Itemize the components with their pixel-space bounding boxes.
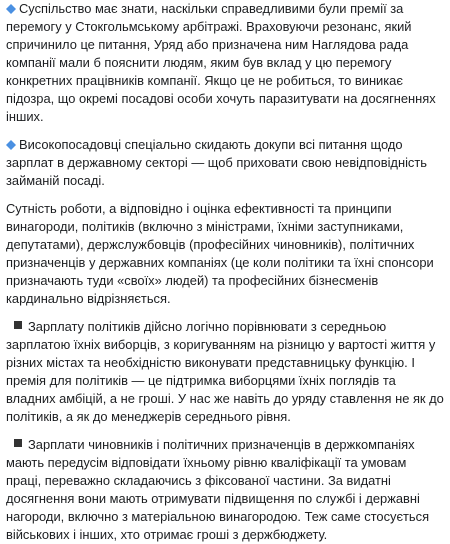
small-blue-diamond-icon (6, 140, 16, 150)
black-small-square-icon (14, 439, 22, 447)
paragraph-text: Високопосадовці спеціально скидають докупи всі питання щодо зарплат в державному секторі — щоб приховати свою невідповідність займаній посаді. (6, 137, 427, 188)
black-small-square-icon (14, 321, 22, 329)
paragraph-text: Зарплату політиків дійсно логічно порівнювати з середньою зарплатою їхніх виборців, з коригуванням на різницю у вартості життя у різних містах та необхідністю виконувати представницьку функцію. І премія для політиків — це підтримка виборцями їхніх поглядів та владних амбіцій, а не гроші. У нас же навіть до уряду ставлення не як до політиків, а як до менеджерів середнього рівня. (6, 319, 444, 424)
paragraph-text: Суспільство має знати, наскільки справедливими були премії за перемогу у Стокгольмському арбітражі. Враховуючи резонанс, який спричинило це питання, Уряд або призначена ним Наглядова рада компанії мали б пояснити людям, яким був вклад у цю перемогу конкретних працівників компанії. Якщо це не робиться, то виникає підозра, що окремі посадові особи хочуть паразитувати на досягненнях інших. (6, 1, 436, 124)
paragraph-essence (6, 200, 444, 308)
paragraph-text: Сутність роботи, а відповідно і оцінка ефективності та принципи винагороди, політиків (включно з міністрами, їхніми заступниками, депутатами), держслужбовців (професійних чиновників), політичних призначенців у державних компаніях (це коли політики та їхні спонсори призначають туди «своїх» людей) та професійних бізнесменів кардинально відрізняється. (6, 201, 434, 306)
small-blue-diamond-icon (6, 4, 16, 14)
paragraph-officials-salary (6, 436, 444, 544)
paragraph-officials-mix (6, 136, 444, 190)
paragraph-prize-fairness (6, 0, 444, 126)
paragraph-politicians-salary (6, 318, 444, 426)
paragraph-text: Зарплати чиновників і політичних призначенців в держкомпаніях мають передусім відповідати їхньому рівню кваліфікації та умовам праці, переважно складаючись з фіксованої частини. За видатні досягнення вони мають отримувати підвищення по службі і державні нагороди, включно з матеріальною винагородою. Теж саме стосується військових і інших, хто отримає гроші з держбюджету. (6, 437, 430, 542)
